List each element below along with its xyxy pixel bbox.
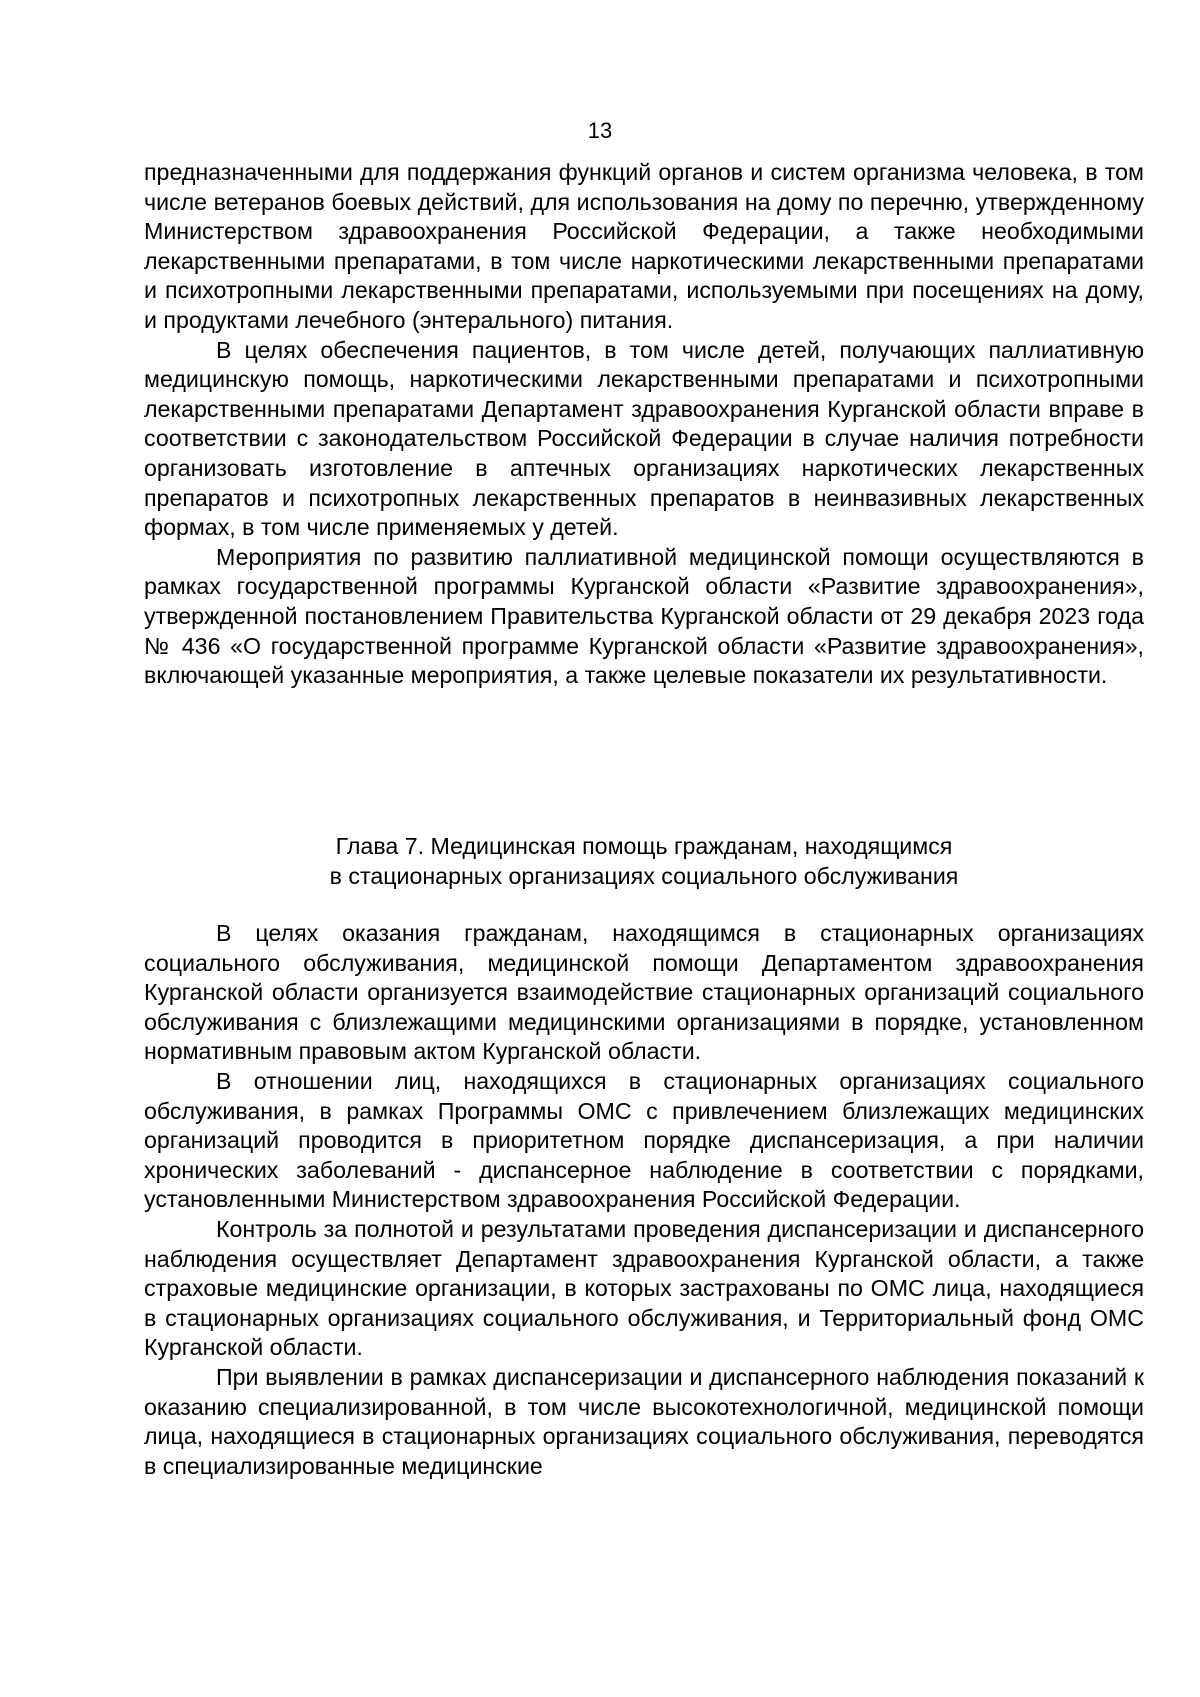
chapter-title xyxy=(144,832,1144,891)
section-1-text xyxy=(144,158,1144,691)
paragraph-dispensarization: В отношении лиц, находящихся в стационарных организациях социального обслуживания, в рамках Программы ОМС с привлечением близлежащих медицинских организаций проводится в приоритетном порядке диспансеризация, а при наличии хронических заболеваний - диспансерное наблюдение в соответствии с порядками, установленными Министерством здравоохранения Российской Федерации. xyxy=(144,1067,1144,1213)
paragraph-continued: предназначенными для поддержания функций органов и систем организма человека, в том числе ветеранов боевых действий, для использования на дому по перечню, утвержденному Министерством здравоохранения Российской Федерации, а также необходимыми лекарственными препаратами, в том числе наркотическими лекарственными препаратами и психотропными лекарственными препаратами, используемыми при посещениях на дому, и продуктами лечебного (энтерального) питания. xyxy=(144,159,1144,333)
paragraph-specialized-care: При выявлении в рамках диспансеризации и диспансерного наблюдения показаний к оказанию специализированной, в том числе высокотехнологичной, медицинской помощи лица, находящиеся в стационарных организациях социального обслуживания, переводятся в специализированные медицинские xyxy=(144,1363,1144,1479)
paragraph-palliative-program: Мероприятия по развитию паллиативной медицинской помощи осуществляются в рамках государственной программы Курганской области «Развитие здравоохранения», утвержденной постановлением Правительства Курганской области от 29 декабря 2023 года № 436 «О государственной программе Курганской области «Развитие здравоохранения», включающей указанные мероприятия, а также целевые показатели их результативности. xyxy=(144,543,1144,689)
paragraph-control: Контроль за полнотой и результатами проведения диспансеризации и диспансерного наблюдения осуществляет Департамент здравоохранения Курганской области, а также страховые медицинские организации, в которых застрахованы по ОМС лица, находящиеся в стационарных организациях социального обслуживания, и Территориальный фонд ОМС Курганской области. xyxy=(144,1215,1144,1361)
chapter-title-line-2: в стационарных организациях социального обслуживания xyxy=(329,862,959,889)
page-number: 13 xyxy=(587,118,613,143)
paragraph-social-care-interaction: В целях оказания гражданам, находящимся в стационарных организациях социального обслуживания, медицинской помощи Департаментом здравоохранения Курганской области организуется взаимодействие стационарных организаций социального обслуживания с близлежащими медицинскими организациями в порядке, установленном нормативным правовым актом Курганской области. xyxy=(144,920,1144,1065)
section-2-text xyxy=(144,919,1144,1481)
paragraph-palliative-drugs: В целях обеспечения пациентов, в том числе детей, получающих паллиативную медицинскую помощь, наркотическими лекарственными препаратами и психотропными лекарственными препаратами Департамент здравоохранения Курганской области вправе в соответствии с законодательством Российской Федерации в случае наличия потребности организовать изготовление в аптечных организациях наркотических лекарственных препаратов и психотропных лекарственных препаратов в неинвазивных лекарственных формах, в том числе применяемых у детей. xyxy=(144,336,1144,541)
chapter-title-line-1: Глава 7. Медицинская помощь гражданам, находящимся xyxy=(335,833,953,859)
